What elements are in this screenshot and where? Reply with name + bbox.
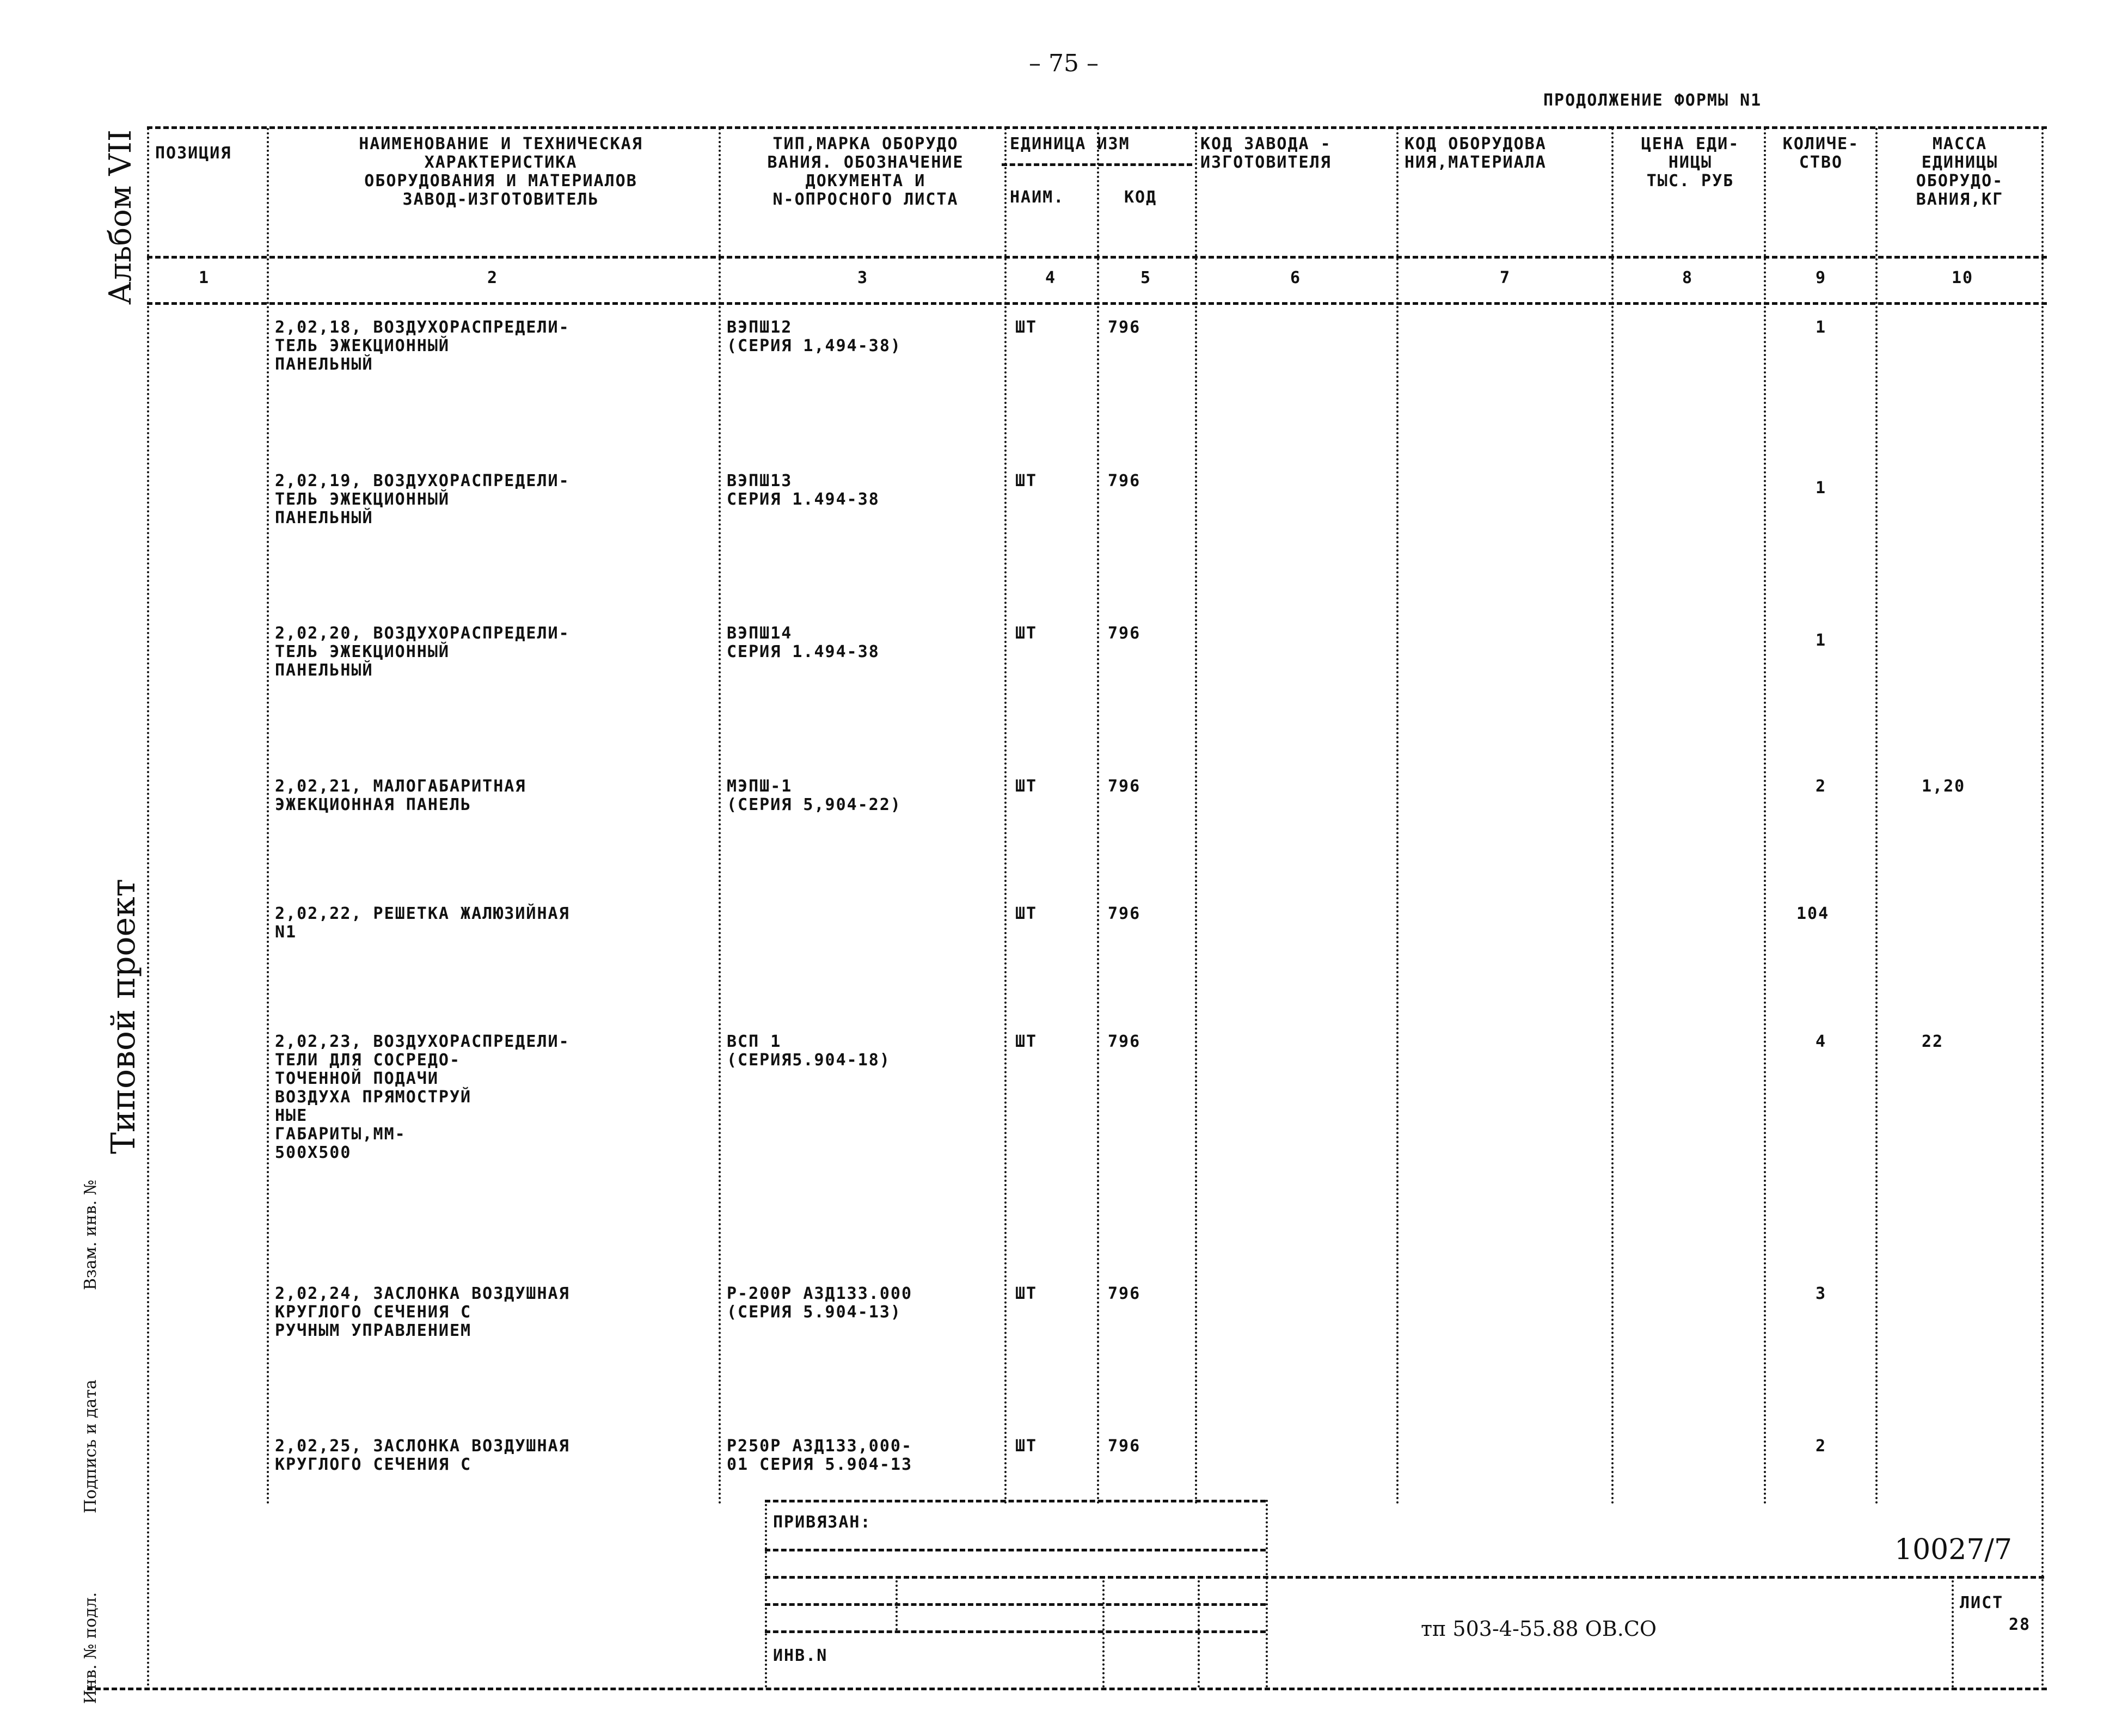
vzam-inv-label: Взам. инв. № <box>81 1179 100 1290</box>
item-unit-code: 796 <box>1108 471 1141 490</box>
item-quantity: 104 <box>1796 904 1830 923</box>
item-unit: ШТ <box>1015 777 1038 796</box>
header-equipment-code: КОД ОБОРУДОВА НИЯ,МАТЕРИАЛА <box>1405 134 1547 172</box>
item-name: 2,02,21, МАЛОГАБАРИТНАЯ ЭЖЕКЦИОННАЯ ПАНЕЛЬ <box>275 777 526 814</box>
item-quantity: 4 <box>1815 1032 1827 1051</box>
header-unit: ЕДИНИЦА ИЗМ <box>1010 134 1130 154</box>
item-type: Р-200Р АЗД133.000 (СЕРИЯ 5.904-13) <box>727 1284 913 1322</box>
item-name: 2,02,22, РЕШЕТКА ЖАЛЮЗИЙНАЯ N1 <box>275 904 570 942</box>
header-unit-name: НАИМ. <box>1010 188 1065 207</box>
header-mass: МАССА ЕДИНИЦЫ ОБОРУДО- ВАНИЯ,КГ <box>1916 134 2004 209</box>
item-quantity: 1 <box>1815 318 1827 337</box>
col-number: 1 <box>199 268 210 287</box>
col-number: 9 <box>1816 268 1827 287</box>
item-quantity: 2 <box>1815 1437 1827 1456</box>
col-number: 10 <box>1952 268 1974 287</box>
project-label: Типовой проект <box>105 879 143 1154</box>
item-unit: ШТ <box>1015 1437 1038 1456</box>
document-code: тп 503-4-55.88 ОВ.СО <box>1421 1617 1657 1641</box>
inv-number-label: ИНВ.N <box>773 1646 828 1665</box>
album-label: Альбом VII <box>103 130 138 305</box>
item-quantity: 2 <box>1815 777 1827 796</box>
item-unit: ШТ <box>1015 1284 1038 1303</box>
item-name: 2,02,19, ВОЗДУХОРАСПРЕДЕЛИ- ТЕЛЬ ЭЖЕКЦИОННЫЙ ПАНЕЛЬНЫЙ <box>275 471 570 527</box>
item-name: 2,02,20, ВОЗДУХОРАСПРЕДЕЛИ- ТЕЛЬ ЭЖЕКЦИОННЫЙ ПАНЕЛЬНЫЙ <box>275 624 570 680</box>
header-position: ПОЗИЦИЯ <box>155 144 232 163</box>
item-unit-code: 796 <box>1108 1284 1141 1303</box>
archive-number: 10027/7 <box>1894 1533 2013 1566</box>
header-factory-code: КОД ЗАВОДА - ИЗГОТОВИТЕЛЯ <box>1200 134 1332 172</box>
item-unit-code: 796 <box>1108 1437 1141 1456</box>
item-unit: ШТ <box>1015 904 1038 923</box>
privyazan-label: ПРИВЯЗАН: <box>773 1513 872 1532</box>
item-mass: 22 <box>1922 1032 1944 1051</box>
continuation-label: ПРОДОЛЖЕНИЕ ФОРМЫ N1 <box>1543 91 1762 110</box>
item-quantity: 1 <box>1815 479 1827 498</box>
item-unit: ШТ <box>1015 1032 1038 1051</box>
sheet-label: ЛИСТ <box>1960 1593 2004 1612</box>
item-type: МЭПШ-1 (СЕРИЯ 5,904-22) <box>727 777 901 814</box>
item-mass: 1,20 <box>1922 777 1966 796</box>
item-unit: ШТ <box>1015 624 1038 643</box>
header-price: ЦЕНА ЕДИ- НИЦЫ ТЫС. РУБ <box>1641 134 1740 191</box>
item-quantity: 3 <box>1815 1284 1827 1303</box>
item-unit-code: 796 <box>1108 777 1141 796</box>
item-unit-code: 796 <box>1108 624 1141 643</box>
item-type: ВЭПШ13 СЕРИЯ 1.494-38 <box>727 471 880 509</box>
item-name: 2,02,25, ЗАСЛОНКА ВОЗДУШНАЯ КРУГЛОГО СЕЧЕНИЯ С <box>275 1437 570 1474</box>
col-number: 5 <box>1140 268 1152 287</box>
item-type: ВЭПШ12 (СЕРИЯ 1,494-38) <box>727 318 901 355</box>
item-name: 2,02,23, ВОЗДУХОРАСПРЕДЕЛИ- ТЕЛИ ДЛЯ СОСРЕДО- ТОЧЕННОЙ ПОДАЧИ ВОЗДУХА ПРЯМОСТРУЙ НЫЕ ГАБАРИТЫ,ММ- 500Х500 <box>275 1032 570 1162</box>
item-type: Р250Р АЗД133,000- 01 СЕРИЯ 5.904-13 <box>727 1437 913 1474</box>
header-name: НАИМЕНОВАНИЕ И ТЕХНИЧЕСКАЯ ХАРАКТЕРИСТИКА ОБОРУДОВАНИЯ И МАТЕРИАЛОВ ЗАВОД-ИЗГОТОВИТЕЛЬ <box>359 134 643 209</box>
header-unit-code: КОД <box>1124 188 1157 207</box>
item-quantity: 1 <box>1815 631 1827 650</box>
item-unit-code: 796 <box>1108 904 1141 923</box>
col-number: 3 <box>857 268 869 287</box>
col-number: 8 <box>1682 268 1694 287</box>
item-unit-code: 796 <box>1108 318 1141 337</box>
col-number: 2 <box>487 268 499 287</box>
item-name: 2,02,18, ВОЗДУХОРАСПРЕДЕЛИ- ТЕЛЬ ЭЖЕКЦИОННЫЙ ПАНЕЛЬНЫЙ <box>275 318 570 374</box>
item-unit: ШТ <box>1015 471 1038 490</box>
item-type: ВСП 1 (СЕРИЯ5.904-18) <box>727 1032 891 1070</box>
item-type: ВЭПШ14 СЕРИЯ 1.494-38 <box>727 624 880 661</box>
item-unit-code: 796 <box>1108 1032 1141 1051</box>
header-quantity: КОЛИЧЕ- СТВО <box>1782 134 1860 172</box>
header-type: ТИП,МАРКА ОБОРУДО ВАНИЯ. ОБОЗНАЧЕНИЕ ДОКУМЕНТА И N-ОПРОСНОГО ЛИСТА <box>767 134 964 209</box>
inv-podl-label: Инв. № подл. <box>81 1592 100 1704</box>
col-number: 6 <box>1290 268 1302 287</box>
sheet-number: 28 <box>2009 1615 2031 1634</box>
col-number: 4 <box>1045 268 1057 287</box>
item-name: 2,02,24, ЗАСЛОНКА ВОЗДУШНАЯ КРУГЛОГО СЕЧЕНИЯ С РУЧНЫМ УПРАВЛЕНИЕМ <box>275 1284 570 1340</box>
item-unit: ШТ <box>1015 318 1038 337</box>
page-number: – 75 – <box>1029 50 1099 77</box>
podp-data-label: Подпись и дата <box>81 1379 100 1513</box>
col-number: 7 <box>1500 268 1511 287</box>
